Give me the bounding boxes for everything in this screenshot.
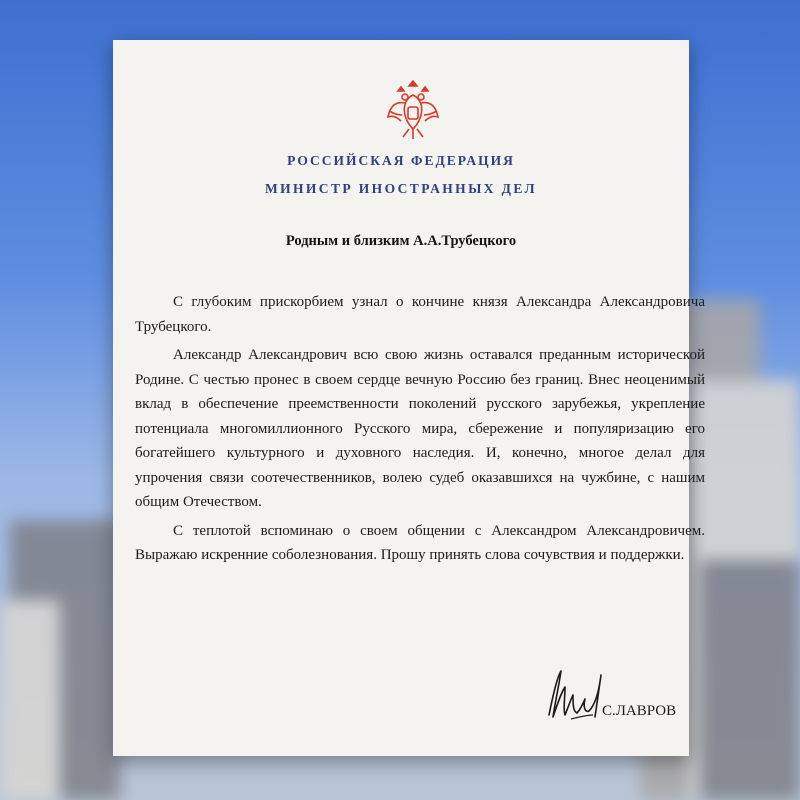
russian-coat-of-arms-icon [385,77,441,143]
paragraph: С глубоким прискорбием узнал о кончине князя Александра Александровича Трубецкого. [135,294,705,335]
signer-name: С.ЛАВРОВ [602,703,677,719]
letter-body [135,290,705,572]
paragraph: Александр Александрович всю свою жизнь оставался преданным исторической Родине. С честью пронес в своем сердце вечную Россию без границ. Внес неоценимый вклад в обеспечение преемственности поколений русского зарубежья, укрепление потенциала многомиллионного Русского мира, сбережение и популяризацию его богатейшего культурного и духовного наследия. И, конечно, многое делал для упрочения связи соотечественников, волею судеб оказавшихся на чужбине, с нашим общим Отечеством. [135,347,705,510]
letterhead-country: РОССИЙСКАЯ ФЕДЕРАЦИЯ [287,153,515,168]
letter-addressee: Родным и близким А.А.Трубецкого [285,233,517,249]
condolence-letter [113,40,705,756]
paragraph: С теплотой вспоминаю о своем общении с Александром Александровичем. Выражаю искренние соболезнования. Прошу принять слова сочувствия и поддержки. [135,522,705,563]
handwritten-signature [543,665,608,723]
letterhead-office: МИНИСТР ИНОСТРАННЫХ ДЕЛ [264,181,538,196]
